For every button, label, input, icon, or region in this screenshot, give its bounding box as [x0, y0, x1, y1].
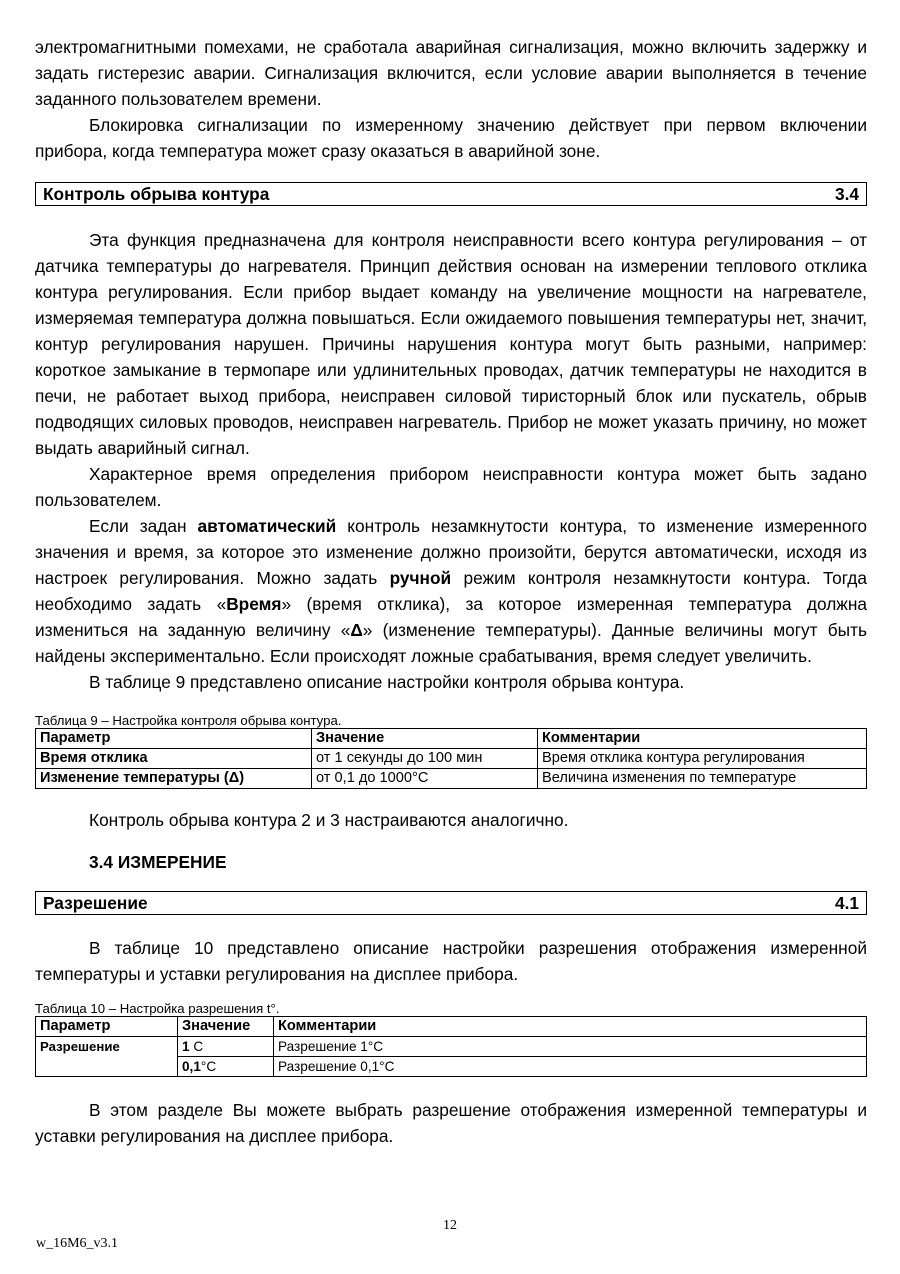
table-cell: 0,1°C	[178, 1057, 274, 1077]
table-cell: Время отклика	[36, 749, 312, 769]
document-page	[35, 34, 867, 1149]
table-header-cell: Комментарии	[538, 729, 867, 749]
table-header-cell: Параметр	[36, 1017, 178, 1037]
table-cell: 1 C	[178, 1037, 274, 1057]
table10-caption: Таблица 10 – Настройка разрешения t°.	[35, 1001, 280, 1016]
section-header-resolution	[35, 891, 867, 915]
loop-paragraph-2: Характерное время определения прибором неисправности контура может быть задано пользователем.	[35, 464, 867, 510]
table-header-row	[36, 1017, 867, 1037]
bold-delta: Δ	[350, 620, 363, 640]
bold-time: Время	[226, 594, 282, 614]
table-cell: Изменение температуры (Δ)	[36, 769, 312, 789]
table-header-cell: Параметр	[36, 729, 312, 749]
table10	[35, 1016, 867, 1077]
bold-manual: ручной	[389, 568, 452, 588]
table-cell: Время отклика контура регулирования	[538, 749, 867, 769]
loop-paragraph-3: Если задан автоматический контроль незамкнутости контура, то изменение измеренного значения и время, за которое это изменение должно произойти, берутся автоматически, исходя из настроек регулирования. Можно задать ручной режим контроля незамкнутости контура. Тогда необходимо задать «Время» (время отклика), за которое измеренная температура должна измениться на заданную величину «Δ» (изменение температуры). Данные величины могут быть найдены экспериментально. Если происходят ложные срабатывания, время следует увеличить.	[35, 516, 867, 666]
table-cell: Величина изменения по температуре	[538, 769, 867, 789]
section-number: 4.1	[834, 892, 859, 913]
loop-paragraph-1: Эта функция предназначена для контроля неисправности всего контура регулирования – от датчика температуры до нагревателя. Принцип действия основан на измерении теплового отклика контура регулирования. Если прибор выдает команду на увеличение мощности на нагревателе, измеряемая температура должна повышаться. Если ожидаемого повышения температуры нет, значит, контур регулирования нарушен. Причины нарушения контура могут быть разными, например: короткое замыкание в термопаре или удлинительных проводах, датчик температуры не находится в печи, не работает выход прибора, неисправен силовой тиристорный блок или пускатель, обрыв подводящих силовых проводов, неисправен нагреватель. Прибор не может указать причину, но может выдать аварийный сигнал.	[35, 230, 867, 458]
table9	[35, 728, 867, 789]
resolution-paragraph-1: В таблице 10 представлено описание настройки разрешения отображения измеренной температуры и уставки регулирования на дисплее прибора.	[35, 938, 867, 984]
after-table9-text: Контроль обрыва контура 2 и 3 настраиваются аналогично.	[89, 810, 569, 830]
bold-automatic: автоматический	[197, 516, 337, 536]
table-header-row	[36, 729, 867, 749]
table-cell: Разрешение 0,1°C	[274, 1057, 867, 1077]
section-title: Разрешение	[43, 892, 148, 913]
section-number: 3.4	[834, 183, 859, 204]
section-header-loop-control	[35, 182, 867, 206]
intro-paragraph-1: электромагнитными помехами, не сработала аварийная сигнализация, можно включить задержку и задать гистерезис аварии. Сигнализация включится, если условие аварии выполняется в течение заданного пользователем времени.	[35, 37, 867, 109]
table-row	[36, 769, 867, 789]
page-number: 12	[443, 1218, 457, 1233]
table-cell: от 1 секунды до 100 мин	[312, 749, 538, 769]
table9-caption: Таблица 9 – Настройка контроля обрыва контура.	[35, 713, 342, 728]
section-title: Контроль обрыва контура	[43, 183, 270, 204]
table-cell: Разрешение 1°C	[274, 1037, 867, 1057]
resolution-paragraph-2: В этом разделе Вы можете выбрать разрешение отображения измеренной температуры и уставки регулирования на дисплее прибора.	[35, 1100, 867, 1146]
table-row	[36, 749, 867, 769]
measurement-heading: 3.4 ИЗМЕРЕНИЕ	[89, 852, 227, 872]
intro-paragraph-2: Блокировка сигнализации по измеренному значению действует при первом включении прибора, когда температура может сразу оказаться в аварийной зоне.	[35, 115, 867, 161]
table-header-cell: Значение	[178, 1017, 274, 1037]
loop-paragraph-4: В таблице 9 представлено описание настройки контроля обрыва контура.	[89, 672, 685, 692]
document-id: w_16M6_v3.1	[36, 1236, 119, 1251]
table-cell: от 0,1 до 1000°C	[312, 769, 538, 789]
table-header-cell: Значение	[312, 729, 538, 749]
table-cell: Разрешение	[36, 1037, 178, 1077]
table-row	[36, 1037, 867, 1057]
table-header-cell: Комментарии	[274, 1017, 867, 1037]
